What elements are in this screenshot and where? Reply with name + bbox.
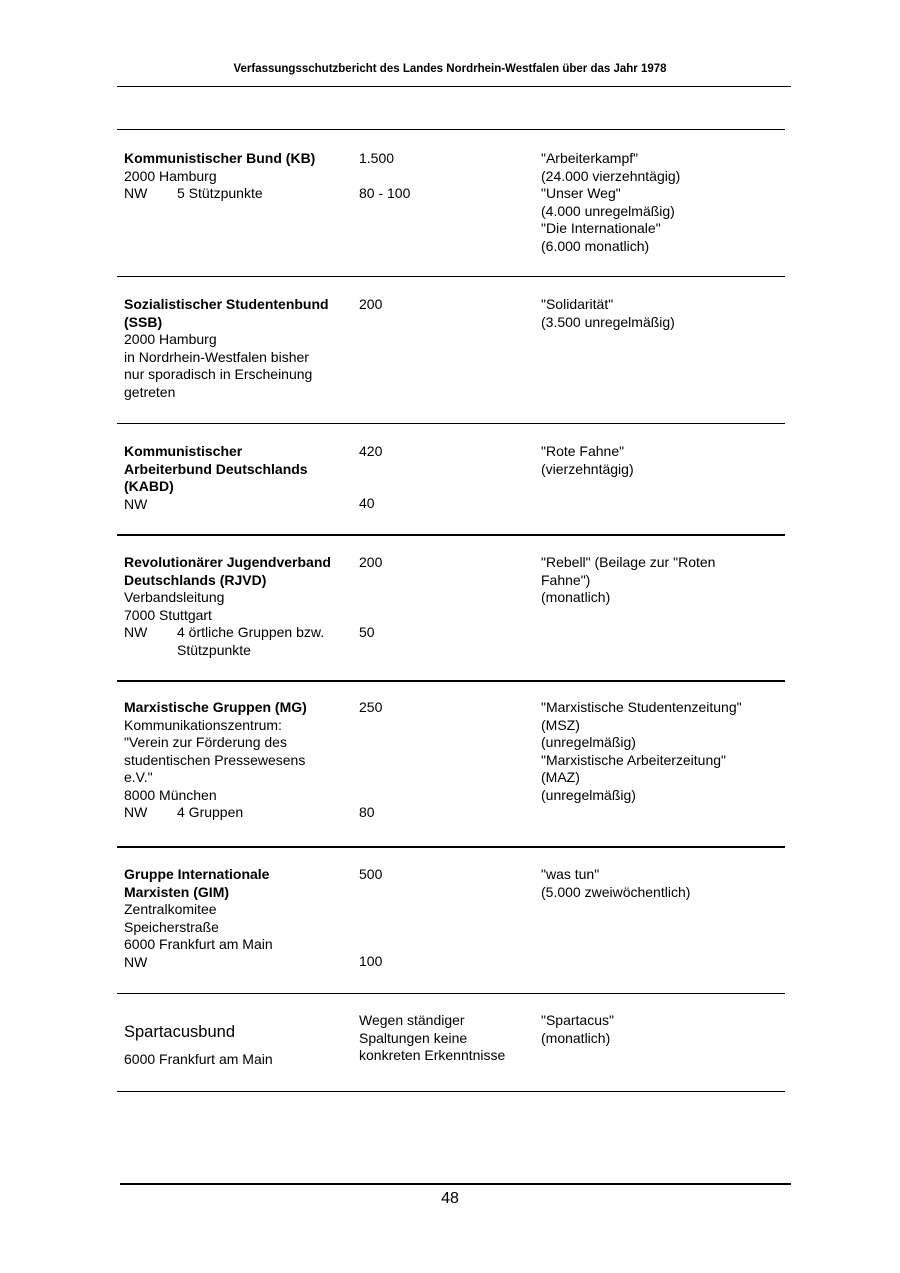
members-note: Spaltungen keine — [359, 1029, 468, 1046]
table-row — [117, 424, 785, 536]
organization-name: Deutschlands (RJVD) — [124, 571, 267, 588]
organization-info: in Nordrhein-Westfalen bisher — [124, 348, 309, 365]
members-cell — [359, 296, 529, 314]
nw-label: NW — [124, 624, 148, 640]
publication-line: (vierzehntägig) — [541, 460, 634, 477]
table-row — [117, 848, 785, 994]
members-nw: 100 — [359, 953, 383, 969]
publication-line: "Unser Weg" — [541, 185, 621, 201]
members-note: konkreten Erkenntnisse — [359, 1047, 506, 1063]
organization-name: Kommunistischer — [124, 443, 243, 459]
table-row — [117, 536, 785, 682]
members-total: 200 — [359, 296, 383, 312]
nw-text: 5 Stützpunkte — [177, 185, 263, 201]
publication-line: (monatlich) — [541, 589, 611, 605]
organization-cell — [124, 866, 352, 971]
table-row — [117, 277, 785, 424]
members-cell — [359, 554, 529, 572]
organization-info: "Verein zur Förderung des — [124, 734, 287, 750]
members-total: 250 — [359, 699, 383, 715]
members-cell — [359, 699, 529, 717]
organization-info: 8000 München — [124, 786, 217, 803]
organizations-table — [117, 129, 785, 1092]
publication-line: Fahne") — [541, 571, 591, 588]
organization-cell — [124, 296, 352, 401]
organization-info: Kommunikationszentrum: — [124, 716, 282, 733]
organization-info: Speicherstraße — [124, 918, 219, 935]
organization-cell — [124, 554, 352, 659]
organization-name: Revolutionärer Jugendverband — [124, 554, 331, 570]
nw-line — [124, 185, 352, 203]
table-row — [117, 682, 785, 848]
nw-label: NW — [124, 804, 148, 820]
publication-line: "was tun" — [541, 866, 600, 882]
members-nw: 50 — [359, 624, 375, 640]
organization-info: nur sporadisch in Erscheinung — [124, 366, 313, 382]
organization-info: NW — [124, 495, 148, 512]
nw-text-line: 4 örtliche Gruppen bzw. — [177, 624, 325, 640]
table-row — [117, 994, 785, 1092]
publication-line: (4.000 unregelmäßig) — [541, 202, 675, 219]
organization-info: 6000 Frankfurt am Main — [124, 1051, 273, 1067]
publication-line: "Marxistische Arbeiterzeitung" — [541, 751, 727, 768]
publication-line: (3.500 unregelmäßig) — [541, 313, 675, 330]
publication-line: "Spartacus" — [541, 1012, 614, 1028]
publication-line: "Die Internationale" — [541, 220, 661, 236]
members-cell — [359, 1012, 529, 1065]
members-nw: 40 — [359, 495, 375, 511]
members-nw-cell — [359, 185, 529, 203]
nw-line — [124, 804, 352, 822]
publications-cell — [541, 699, 781, 804]
members-nw-cell — [359, 804, 529, 822]
publication-line: "Solidarität" — [541, 296, 614, 312]
organization-info: 2000 Hamburg — [124, 331, 217, 347]
page-number: 48 — [441, 1190, 459, 1207]
publication-line: (unregelmäßig) — [541, 786, 636, 803]
publication-line: "Rebell" (Beilage zur "Roten — [541, 554, 716, 570]
organization-info: 6000 Frankfurt am Main — [124, 936, 273, 952]
members-cell — [359, 866, 529, 884]
members-cell — [359, 150, 529, 168]
publications-cell — [541, 150, 781, 255]
publication-line: (MSZ) — [541, 716, 580, 733]
organization-cell — [124, 1022, 352, 1042]
organization-name: Arbeiterbund Deutschlands — [124, 460, 308, 477]
publication-line: "Rote Fahne" — [541, 443, 625, 459]
organization-name: Sozialistischer Studentenbund — [124, 296, 329, 312]
members-total: 500 — [359, 866, 383, 882]
organization-name: (KABD) — [124, 478, 174, 494]
header-rule — [117, 86, 791, 87]
organization-info: getreten — [124, 383, 176, 400]
organization-cell — [124, 699, 352, 822]
publication-line: (24.000 vierzehntägig) — [541, 167, 681, 184]
publications-cell — [541, 1012, 781, 1047]
publication-line: (MAZ) — [541, 769, 580, 785]
organization-info: NW — [124, 953, 148, 970]
publication-line: "Marxistische Studentenzeitung" — [541, 699, 742, 715]
organization-name: Kommunistischer Bund (KB) — [124, 150, 316, 166]
organization-info: studentischen Pressewesens — [124, 751, 306, 768]
nw-label: NW — [124, 185, 148, 201]
publication-line: (5.000 zweiwöchentlich) — [541, 883, 691, 900]
organization-cell — [124, 443, 352, 513]
nw-text — [177, 624, 324, 659]
publication-line: "Arbeiterkampf" — [541, 150, 639, 166]
members-nw-cell — [359, 495, 529, 513]
footer-rule — [120, 1183, 791, 1185]
publication-line: (monatlich) — [541, 1029, 611, 1046]
publications-cell — [541, 866, 781, 901]
organization-info: 2000 Hamburg — [124, 167, 217, 184]
organization-name: Marxisten (GIM) — [124, 883, 230, 900]
organization-name: Marxistische Gruppen (MG) — [124, 699, 307, 715]
organization-info-cell — [124, 1051, 352, 1069]
nw-line — [124, 624, 352, 659]
table-row — [117, 130, 785, 277]
members-nw-cell — [359, 624, 529, 642]
page-header-title: Verfassungsschutzbericht des Landes Nordrhein-Westfalen über das Jahr 1978 — [233, 63, 667, 75]
members-total: 1.500 — [359, 150, 395, 166]
organization-name: Gruppe Internationale — [124, 866, 270, 882]
publications-cell — [541, 443, 781, 478]
publication-line: (unregelmäßig) — [541, 734, 636, 750]
publications-cell — [541, 296, 781, 331]
organization-name: (SSB) — [124, 313, 163, 330]
members-total: 200 — [359, 554, 383, 570]
members-nw-cell — [359, 953, 529, 971]
organization-info: 7000 Stuttgart — [124, 606, 212, 623]
organization-name: Spartacusbund — [124, 1023, 235, 1041]
organization-info: Zentralkomitee — [124, 901, 217, 917]
members-note: Wegen ständiger — [359, 1012, 465, 1028]
members-cell — [359, 443, 529, 461]
organization-info: Verbandsleitung — [124, 589, 225, 605]
nw-text-line: Stützpunkte — [177, 641, 251, 658]
organization-info: e.V." — [124, 769, 153, 785]
members-total: 420 — [359, 443, 383, 459]
nw-text: 4 Gruppen — [177, 804, 244, 820]
publication-line: (6.000 monatlich) — [541, 237, 650, 254]
publications-cell — [541, 554, 781, 607]
organization-cell — [124, 150, 352, 203]
members-nw: 80 — [359, 804, 375, 820]
members-nw: 80 - 100 — [359, 185, 411, 201]
